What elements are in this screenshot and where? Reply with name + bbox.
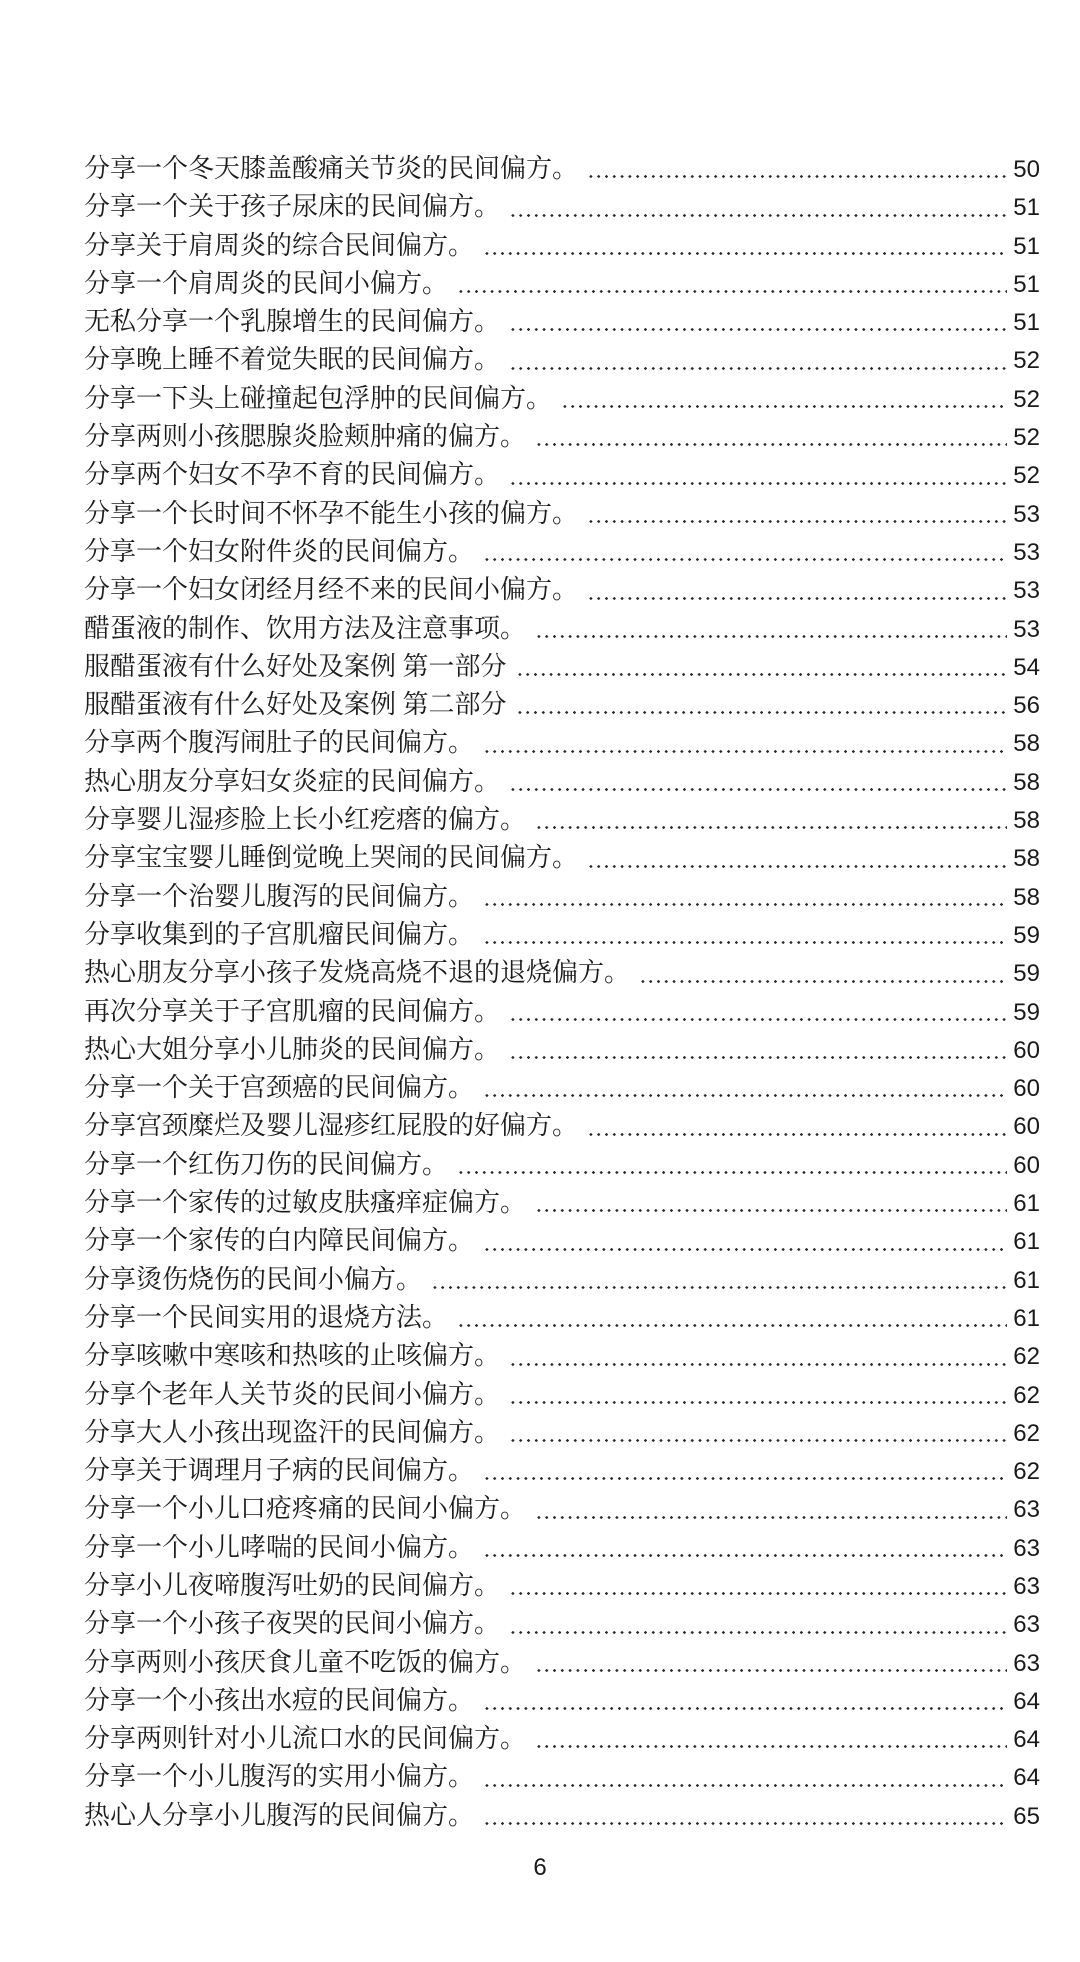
dot-leader — [431, 1261, 1007, 1299]
toc-entry-page: 51 — [1013, 309, 1040, 337]
toc-entry-page: 53 — [1013, 500, 1040, 528]
toc-entry-page: 60 — [1013, 1113, 1040, 1141]
toc-entry-title: 热心人分享小儿腹泻的民间偏方。 — [84, 1800, 475, 1830]
toc-entry-page: 58 — [1013, 730, 1040, 758]
dot-leader — [483, 1797, 1007, 1835]
toc-entry — [84, 1797, 1040, 1835]
toc-entry-page: 63 — [1013, 1534, 1040, 1562]
dot-leader — [535, 418, 1007, 456]
dot-leader — [457, 1146, 1007, 1184]
dot-leader — [483, 916, 1007, 954]
dot-leader — [587, 150, 1007, 188]
toc-entry-title: 分享宫颈糜烂及婴儿湿疹红屁股的好偏方。 — [84, 1111, 579, 1141]
toc-entry — [84, 1031, 1040, 1069]
toc-entry-title: 分享一下头上碰撞起包浮肿的民间偏方。 — [84, 383, 553, 413]
toc-entry — [84, 1261, 1040, 1299]
toc-entry-title: 分享烫伤烧伤的民间小偏方。 — [84, 1264, 423, 1294]
dot-leader — [509, 1414, 1007, 1452]
toc-entry — [84, 916, 1040, 954]
toc-entry — [84, 801, 1040, 839]
toc-entry-title: 分享一个民间实用的退烧方法。 — [84, 1302, 449, 1332]
toc-entry-page: 62 — [1013, 1419, 1040, 1447]
toc-entry — [84, 686, 1040, 724]
toc-entry-page: 65 — [1013, 1802, 1040, 1830]
toc-entry — [84, 724, 1040, 762]
toc-entry — [84, 1644, 1040, 1682]
toc-entry-title: 热心大姐分享小儿肺炎的民间偏方。 — [84, 1034, 501, 1064]
toc-entry — [84, 1490, 1040, 1528]
toc-entry-page: 64 — [1013, 1687, 1040, 1715]
dot-leader — [483, 878, 1007, 916]
toc-entry — [84, 227, 1040, 265]
toc-entry-title: 分享两则小孩厌食儿童不吃饭的偏方。 — [84, 1647, 527, 1677]
toc-entry — [84, 763, 1040, 801]
toc-entry-title: 再次分享关于子宫肌瘤的民间偏方。 — [84, 996, 501, 1026]
toc-entry — [84, 1107, 1040, 1145]
toc-entry-title: 热心朋友分享小孩子发烧高烧不退的退烧偏方。 — [84, 958, 631, 988]
toc-entry-page: 58 — [1013, 807, 1040, 835]
toc-entry-title: 分享两个妇女不孕不育的民间偏方。 — [84, 460, 501, 490]
dot-leader — [535, 1644, 1007, 1682]
toc-entry-page: 62 — [1013, 1343, 1040, 1371]
dot-leader — [509, 341, 1007, 379]
toc-entry-page: 61 — [1013, 1304, 1040, 1332]
toc-entry-page: 58 — [1013, 883, 1040, 911]
toc-entry-title: 分享一个小儿腹泻的实用小偏方。 — [84, 1762, 475, 1792]
dot-leader — [483, 1069, 1007, 1107]
toc-entry-title: 分享一个肩周炎的民间小偏方。 — [84, 268, 449, 298]
toc-entry — [84, 954, 1040, 992]
toc-entry-title: 分享一个长时间不怀孕不能生小孩的偏方。 — [84, 498, 579, 528]
page-number: 6 — [533, 1854, 547, 1881]
toc-entry-page: 52 — [1013, 462, 1040, 490]
dot-leader — [509, 1376, 1007, 1414]
toc-entry-title: 分享一个家传的白内障民间偏方。 — [84, 1226, 475, 1256]
toc-entry-title: 分享一个冬天膝盖酸痛关节炎的民间偏方。 — [84, 154, 579, 183]
toc-entry-page: 63 — [1013, 1649, 1040, 1677]
toc-entry — [84, 1605, 1040, 1643]
toc-entry — [84, 1682, 1040, 1720]
dot-leader — [535, 1490, 1007, 1528]
toc-entry-title: 服醋蛋液有什么好处及案例 第二部分 — [84, 690, 507, 720]
toc-entry-page: 63 — [1013, 1572, 1040, 1600]
toc-entry — [84, 1376, 1040, 1414]
dot-leader — [509, 456, 1007, 494]
toc-entry — [84, 188, 1040, 226]
toc-entry — [84, 1337, 1040, 1375]
toc-entry — [84, 839, 1040, 877]
toc-entry-title: 分享小儿夜啼腹泻吐奶的民间偏方。 — [84, 1570, 501, 1600]
dot-leader — [509, 188, 1007, 226]
toc-entry-page: 60 — [1013, 1036, 1040, 1064]
toc-entry-page: 53 — [1013, 538, 1040, 566]
toc-entry-page: 60 — [1013, 1151, 1040, 1179]
toc-entry-title: 热心朋友分享妇女炎症的民间偏方。 — [84, 766, 501, 796]
toc-entry-page: 62 — [1013, 1458, 1040, 1486]
toc-entry-title: 分享婴儿湿疹脸上长小红疙瘩的偏方。 — [84, 805, 527, 835]
dot-leader — [587, 495, 1007, 533]
dot-leader — [483, 227, 1007, 265]
toc-entry-title: 分享一个关于孩子尿床的民间偏方。 — [84, 192, 501, 222]
toc-entry-page: 62 — [1013, 1381, 1040, 1409]
toc-entry-title: 分享个老年人关节炎的民间小偏方。 — [84, 1379, 501, 1409]
toc-entry-title: 分享两则针对小儿流口水的民间偏方。 — [84, 1724, 527, 1754]
toc-entry-title: 分享一个红伤刀伤的民间偏方。 — [84, 1149, 449, 1179]
toc-entry — [84, 150, 1040, 188]
toc-entry-page: 52 — [1013, 347, 1040, 375]
toc-entry-title: 分享咳嗽中寒咳和热咳的止咳偏方。 — [84, 1341, 501, 1371]
toc-list — [84, 150, 1040, 1835]
dot-leader — [509, 763, 1007, 801]
toc-entry — [84, 610, 1040, 648]
dot-leader — [639, 954, 1007, 992]
toc-entry-page: 51 — [1013, 194, 1040, 222]
dot-leader — [509, 1031, 1007, 1069]
toc-entry-title: 醋蛋液的制作、饮用方法及注意事项。 — [84, 613, 527, 643]
toc-entry-title: 无私分享一个乳腺增生的民间偏方。 — [84, 307, 501, 337]
dot-leader — [457, 1299, 1007, 1337]
dot-leader — [483, 1452, 1007, 1490]
toc-entry-page: 53 — [1013, 615, 1040, 643]
dot-leader — [483, 533, 1007, 571]
dot-leader — [587, 571, 1007, 609]
toc-entry-page: 58 — [1013, 768, 1040, 796]
toc-entry-page: 50 — [1013, 156, 1040, 183]
dot-leader — [457, 265, 1007, 303]
toc-entry — [84, 878, 1040, 916]
toc-entry-title: 分享一个小儿哮喘的民间小偏方。 — [84, 1532, 475, 1562]
toc-entry — [84, 1452, 1040, 1490]
toc-entry-title: 分享大人小孩出现盗汗的民间偏方。 — [84, 1417, 501, 1447]
dot-leader — [483, 1529, 1007, 1567]
toc-entry-page: 59 — [1013, 921, 1040, 949]
dot-leader — [483, 1758, 1007, 1796]
toc-entry-title: 分享一个小孩出水痘的民间偏方。 — [84, 1685, 475, 1715]
toc-entry-title: 分享一个家传的过敏皮肤瘙痒症偏方。 — [84, 1188, 527, 1218]
toc-entry-page: 61 — [1013, 1228, 1040, 1256]
toc-entry-page: 56 — [1013, 692, 1040, 720]
dot-leader — [516, 648, 1008, 686]
dot-leader — [535, 801, 1007, 839]
toc-entry-title: 分享关于调理月子病的民间偏方。 — [84, 1456, 475, 1486]
toc-entry-title: 分享一个治婴儿腹泻的民间偏方。 — [84, 881, 475, 911]
toc-entry — [84, 1414, 1040, 1452]
toc-entry-page: 51 — [1013, 270, 1040, 298]
toc-entry-page: 59 — [1013, 960, 1040, 988]
toc-entry — [84, 380, 1040, 418]
toc-entry-page: 52 — [1013, 385, 1040, 413]
dot-leader — [509, 1605, 1007, 1643]
toc-entry-page: 64 — [1013, 1726, 1040, 1754]
toc-entry-title: 分享两个腹泻闹肚子的民间偏方。 — [84, 728, 475, 758]
toc-entry — [84, 1069, 1040, 1107]
toc-entry — [84, 1222, 1040, 1260]
dot-leader — [535, 610, 1007, 648]
toc-entry — [84, 341, 1040, 379]
toc-entry — [84, 648, 1040, 686]
toc-entry-title: 分享关于肩周炎的综合民间偏方。 — [84, 230, 475, 260]
dot-leader — [561, 380, 1007, 418]
dot-leader — [483, 1682, 1007, 1720]
toc-entry-title: 分享收集到的子宫肌瘤民间偏方。 — [84, 919, 475, 949]
toc-entry — [84, 418, 1040, 456]
toc-entry-page: 58 — [1013, 845, 1040, 873]
toc-entry-page: 54 — [1013, 653, 1040, 681]
toc-entry-page: 64 — [1013, 1764, 1040, 1792]
toc-entry-title: 分享一个妇女附件炎的民间偏方。 — [84, 536, 475, 566]
dot-leader — [509, 993, 1007, 1031]
toc-entry-title: 分享晚上睡不着觉失眠的民间偏方。 — [84, 345, 501, 375]
toc-entry-page: 63 — [1013, 1611, 1040, 1639]
toc-entry-title: 分享一个关于宫颈癌的民间偏方。 — [84, 1073, 475, 1103]
dot-leader — [516, 686, 1008, 724]
dot-leader — [509, 1337, 1007, 1375]
toc-entry — [84, 1720, 1040, 1758]
toc-entry — [84, 495, 1040, 533]
toc-entry — [84, 1146, 1040, 1184]
dot-leader — [483, 724, 1007, 762]
toc-entry-page: 60 — [1013, 1075, 1040, 1103]
toc-entry-page: 53 — [1013, 577, 1040, 605]
toc-entry — [84, 1184, 1040, 1222]
toc-entry-page: 61 — [1013, 1266, 1040, 1294]
toc-entry — [84, 533, 1040, 571]
dot-leader — [587, 1107, 1007, 1145]
toc-entry — [84, 1529, 1040, 1567]
toc-entry-title: 分享一个妇女闭经月经不来的民间小偏方。 — [84, 575, 579, 605]
dot-leader — [535, 1720, 1007, 1758]
toc-entry — [84, 1567, 1040, 1605]
toc-entry — [84, 571, 1040, 609]
toc-entry-page: 51 — [1013, 232, 1040, 260]
toc-entry-page: 61 — [1013, 1190, 1040, 1218]
dot-leader — [509, 303, 1007, 341]
toc-entry-title: 分享两则小孩腮腺炎脸颊肿痛的偏方。 — [84, 422, 527, 452]
toc-entry-title: 分享一个小儿口疮疼痛的民间小偏方。 — [84, 1494, 527, 1524]
toc-entry-title: 服醋蛋液有什么好处及案例 第一部分 — [84, 651, 507, 681]
toc-entry — [84, 993, 1040, 1031]
dot-leader — [509, 1567, 1007, 1605]
toc-entry-title: 分享宝宝婴儿睡倒觉晚上哭闹的民间偏方。 — [84, 843, 579, 873]
dot-leader — [587, 839, 1007, 877]
toc-entry-page: 63 — [1013, 1496, 1040, 1524]
toc-entry-title: 分享一个小孩子夜哭的民间小偏方。 — [84, 1609, 501, 1639]
dot-leader — [483, 1222, 1007, 1260]
toc-entry — [84, 303, 1040, 341]
toc-entry-page: 59 — [1013, 998, 1040, 1026]
toc-entry — [84, 1758, 1040, 1796]
toc-entry — [84, 456, 1040, 494]
dot-leader — [535, 1184, 1007, 1222]
toc-entry — [84, 265, 1040, 303]
toc-entry-page: 52 — [1013, 424, 1040, 452]
toc-entry — [84, 1299, 1040, 1337]
